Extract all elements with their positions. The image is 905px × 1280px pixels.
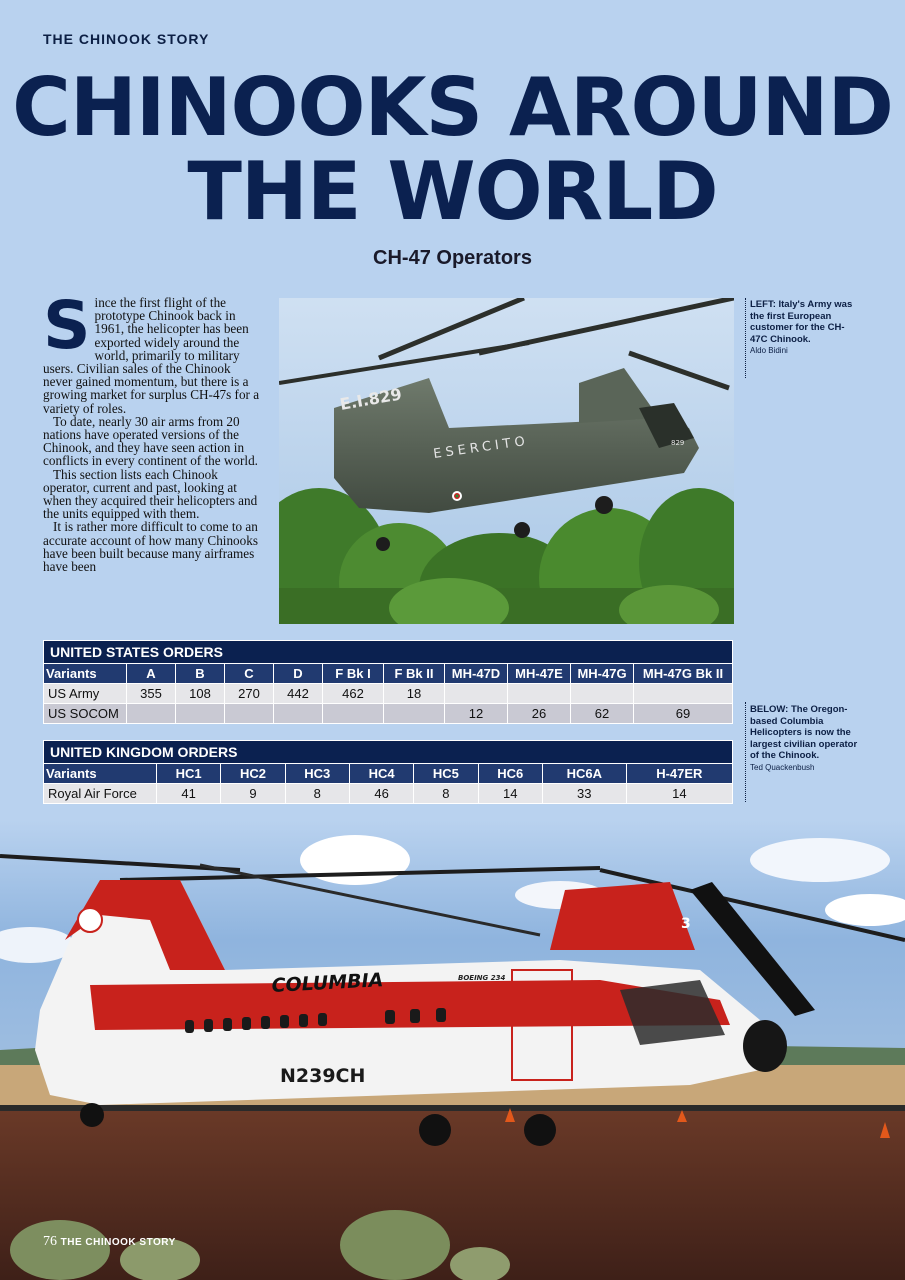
uk-col-header: HC1: [157, 764, 221, 784]
table-cell: 9: [221, 784, 285, 804]
table-cell: [634, 684, 733, 704]
us-col-header: B: [176, 664, 225, 684]
caption-rule-bottom: [745, 702, 746, 802]
table-cell: 270: [225, 684, 274, 704]
paragraph-1: [43, 296, 263, 415]
title-line-1: CHINOOKS AROUND: [12, 61, 893, 154]
us-col-header: MH-47E: [508, 664, 571, 684]
subheading: CH-47 Operators: [373, 247, 532, 269]
uk-orders-table: [43, 740, 733, 804]
boeing-marking: BOEING 234: [458, 974, 506, 982]
us-col-header: D: [274, 664, 323, 684]
article-body: [43, 296, 263, 626]
caption-below-credit: Ted Quackenbush: [750, 762, 815, 772]
table-cell: 8: [414, 784, 478, 804]
photo-columbia-chinook: [0, 820, 905, 1280]
tail-code: E.I.829: [338, 384, 404, 414]
us-col-header: MH-47D: [445, 664, 508, 684]
columbia-marking: COLUMBIA: [271, 969, 384, 997]
us-table-title: UNITED STATES ORDERS: [44, 641, 733, 664]
uk-col-header: HC5: [414, 764, 478, 784]
uk-col-header: Variants: [44, 764, 157, 784]
page-footer: [43, 1233, 176, 1250]
esercito-marking: ESERCITO: [432, 433, 530, 462]
uk-table-title: UNITED KINGDOM ORDERS: [44, 741, 733, 764]
table-cell: 8: [285, 784, 349, 804]
page-title: [0, 61, 905, 238]
table-cell: [225, 704, 274, 724]
us-col-header: C: [225, 664, 274, 684]
footer-title: THE CHINOOK STORY: [60, 1237, 176, 1248]
uk-col-header: HC4: [349, 764, 413, 784]
caption-left-credit: Aldo Bidini: [750, 346, 788, 355]
table-cell: US SOCOM: [44, 704, 127, 724]
caption-left-text: Italy's Army was the first European customer for the CH-47C Chinook.: [750, 299, 853, 345]
table-cell: Royal Air Force: [44, 784, 157, 804]
italian-chinook-illustration: [279, 298, 734, 624]
table-cell: [445, 684, 508, 704]
table-row: [44, 684, 733, 704]
table-cell: 462: [323, 684, 384, 704]
table-cell: 18: [384, 684, 445, 704]
caption-below-lead: BELOW:: [750, 704, 789, 715]
caption-left-lead: LEFT:: [750, 299, 776, 310]
us-col-header: MH-47G: [571, 664, 634, 684]
us-col-header: MH-47G Bk II: [634, 664, 733, 684]
uk-col-header: HC6: [478, 764, 542, 784]
table-cell: 14: [626, 784, 732, 804]
table-cell: [571, 684, 634, 704]
us-col-header: A: [127, 664, 176, 684]
uk-col-header: HC2: [221, 764, 285, 784]
uk-col-header: HC6A: [542, 764, 626, 784]
table-row: [44, 784, 733, 804]
nose-number: 829: [671, 439, 685, 447]
table-cell: 355: [127, 684, 176, 704]
table-cell: 12: [445, 704, 508, 724]
table-cell: 62: [571, 704, 634, 724]
title-line-2: THE WORLD: [187, 145, 718, 238]
registration-marking: N239CH: [280, 1065, 366, 1087]
uk-col-header: H-47ER: [626, 764, 732, 784]
caption-rule-top: [745, 298, 746, 378]
photo-italian-chinook: [279, 298, 734, 624]
page-number: 76: [43, 1234, 57, 1249]
table-cell: US Army: [44, 684, 127, 704]
table-cell: 14: [478, 784, 542, 804]
table-cell: 41: [157, 784, 221, 804]
table-cell: [176, 704, 225, 724]
paragraph-1-text: ince the first flight of the prototype Chinook back in 1961, the helicopter has been exported widely around the world, primarily to military users. Civilian sales of the Chinook never gained momentum, but there is a growing market for surplus CH-47s for a variety of roles.: [43, 296, 260, 416]
table-cell: 33: [542, 784, 626, 804]
table-cell: 442: [274, 684, 323, 704]
paragraph-3: This section lists each Chinook operator, current and past, looking at when they acquired their helicopters and the units equipped with them.: [43, 466, 258, 522]
table-cell: 46: [349, 784, 413, 804]
us-orders-table: [43, 640, 733, 724]
us-col-header: Variants: [44, 664, 127, 684]
us-col-header: F Bk II: [384, 664, 445, 684]
table-cell: [127, 704, 176, 724]
section-kicker: THE CHINOOK STORY: [43, 31, 210, 47]
table-cell: [274, 704, 323, 724]
rotor-number: 3: [681, 916, 691, 932]
table-cell: [384, 704, 445, 724]
caption-left: [750, 299, 860, 357]
table-cell: 26: [508, 704, 571, 724]
table-row: [44, 704, 733, 724]
table-cell: 108: [176, 684, 225, 704]
paragraph-4: It is rather more difficult to come to an accurate account of how many Chinooks have been built because many airframes have been: [43, 519, 258, 575]
table-cell: 69: [634, 704, 733, 724]
columbia-chinook-illustration: [0, 820, 905, 1280]
paragraph-2: To date, nearly 30 air arms from 20 nations have operated versions of the Chinook, and they have seen action in conflicts in every continent of the world.: [43, 413, 258, 469]
table-cell: [323, 704, 384, 724]
table-cell: [508, 684, 571, 704]
us-col-header: F Bk I: [323, 664, 384, 684]
drop-cap: S: [43, 296, 91, 364]
caption-below: [750, 704, 860, 773]
uk-col-header: HC3: [285, 764, 349, 784]
caption-below-text: The Oregon-based Columbia Helicopters is now the largest civilian operator of the Chinook.: [750, 704, 858, 761]
